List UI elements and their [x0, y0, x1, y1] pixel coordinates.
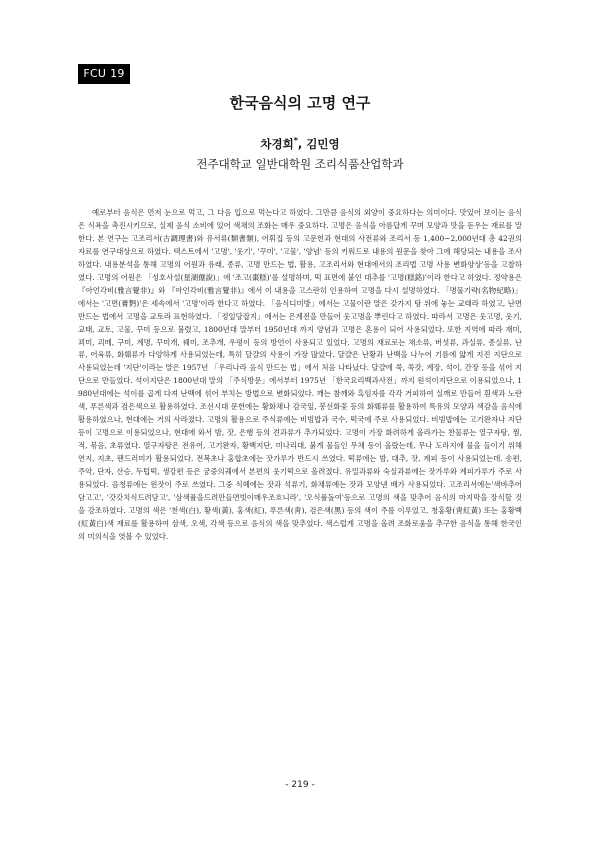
- affiliation: 전주대학교 일반대학원 조리식품산업학과: [196, 157, 404, 171]
- corresponding-author-mark: *: [293, 136, 298, 146]
- paper-title: 한국음식의 고명 연구: [229, 94, 371, 112]
- abstract-body: 예로부터 음식은 먼저 눈으로 먹고, 그 다음 입으로 먹는다고 하였다. 그만큼 음식의 외양이 중요하다는 의미이다. 맛있어 보이는 음식은 식욕을 촉진시키므로, 실제 음식 소비에 있어 색채의 조화는 매우 중요하다. 고명은 음식을 아름답게 꾸며 모양과 맛을 돋우는 재료를 말한다. 본 연구는 고조리서(古調理書)와 유서류(類書類), 어휘집 등의 고문헌과 현대의 사전류와 조리서 등 1,400~2,000년대 총 42권의 자료를 연구대상으로 하였다. 텍스트에서 '고명', '웃기', '꾸미', '고물', '양념' 등의 키워드로 내용의 원문을 찾아 그에 해당되는 내용을 조사하였다. 내용분석을 통해 고명의 어원과 유래, 종류, 고명 만드는 법, 활용, 고조리서와 현대에서의 조리법 고명 사용 변화양상'등을 고찰하였다. 고명의 어원은 「성호사설(星湖僿說)」에 '조고(棗糕)'를 설명하며, 떡 표면에 붙인 대추를 '고명(糕銘)'이라 한다고 하였다. 정약용은 『아언각비(雅言覺非)』와 『아언각비(雅言覺非)』에서 이 내용을 고스란히 인용하여 고명을 다시 설명하였다. 「명물기략(名物紀略)」에서는 '고면(膏麪)'은 세속에서 '고명'이라 한다고 하였다. 「음식디미방」에서는 고물이란 말은 갖가지 탕 위에 놓는 교태라 하였고, 난면 만드는 법에서 고명을 교토라 표현하였다. 「정일당잡지」에서는 은계전을 만들어 웃고명을 뿌린다고 하였다. 따라서 고명은 웃고명, 웃기, 교태, 교토, 고물, 꾸미 등으로 불렸고, 1800년대 말부터 1950년대 까지 양념과 고명은 혼용이 되어 사용되었다. 또한 지역에 따라 재미, 꾀미, 괴메, 구미, 계명, 꾸미개, 꿰미, 조추개, 우평이 등의 방언이 사용되고 있었다. 고명의 재료로는 채소류, 버섯류, 과실류, 종실류, 난류, 어육류, 화훼류가 다양하게 사용되었는데, 특히 달걀의 사용이 가장 많았다. 달걀은 난황과 난백을 나누어 기름에 얇게 지진 지단으로 사용되었는데 '지단'이라는 말은 1957년 「우리나라 음식 만드는 법」에서 처음 나타났다. 달걀에 쑥, 쑥갓, 계장, 석이, 간장 등을 섞어 지단으로 만들었다. 석이지단은 1800년대 말의 「주식방문」에서부터 1975년 「한국요리백과사전」까지 원석이지단으로 이용되었으나, 1980년대에는 석이를 곱게 다져 난백에 섞어 부치는 방법으로 변화되었다. 깨는 참깨와 흑임자를 각각 거피하여 실깨로 만들어 흰색과 노란색, 푸른색과 검은색으로 활용하였다. 조선시대 문헌에는 황화채나 감국잎, 봉선화꽃 등의 화훼류를 활용하여 특유의 모양과 색감을 음식에 활용하였으나, 현대에는 거의 사라졌다. 고명의 활용으로 주식류에는 비빔밥과 국수, 떡국에 주로 사용되었다. 비빔밥에는 고기완자나 지단 등이 고명으로 이용되었으나, 현대에 와서 밤, 잣, 은행 등의 견과류가 추가되었다. 고명이 가장 화려하게 올라가는 찬물류는 열구자탕, 찜, 적, 볶음, 초류였다. 열구자탕은 전유어, 고기완자, 황백지단, 미나리대, 붉게 물들인 무채 등이 올랐는데, 무나 도라지에 물을 들이기 위해 연지, 지초, 팬드러미가 활용되었다. 전복초나 홍합초에는 잣가루가 반드시 쓰였다. 떡류에는 밤, 대추, 잣, 계피 등이 사용되었는데. 송편, 주악, 단자, 산승, 두텁떡, 생강편 등은 궁중의궤에서 본편의 웃기떡으로 올려졌다. 유밀과류와 숙실과류에는 잣가루와 계피가루가 주로 사용되었다. 음청류에는 윈잣이 주로 쓰였다. 그중 식혜에는 잣과 석류기, 화채류에는 잣과 모양낸 배가 사용되었다. 고조리서에는'색바추어담고고', '갓갓치식드려담고', '삼색퓰을드려만들면빗이매우조흐니라', '오식퓰돌여'등으로 고명의 색을 맞추어 음식의 마지막을 장식할 것을 강조하였다. 고명의 색은 '천색(白), 황색(黃), 홍색(紅), 푸른색(靑), 검은색(黑) 등의 색이 주를 이루었고, 청홍황(靑紅黃) 또는 홍황백(紅黃白)색 재료를 활용하여 삼색, 오색, 각색 등으로 음식의 색을 맞추었다. 색스럽게 고명을 올려 조화로움을 추구한 음식을 통해 한국인의 미의식을 엿볼 수 있었다.: [78, 208, 522, 541]
- author-first: 차경희: [260, 137, 294, 151]
- authors-line: [0, 136, 600, 152]
- page-number: - 219 -: [285, 780, 315, 790]
- page-code-badge: FCU 19: [78, 64, 130, 84]
- author-second: , 김민영: [297, 137, 340, 151]
